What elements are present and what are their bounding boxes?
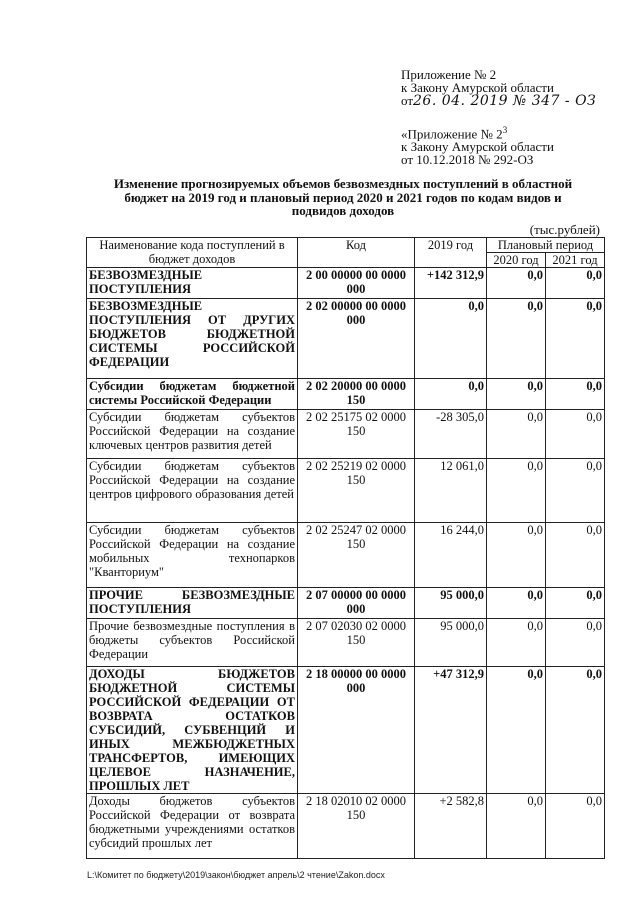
table-row: [87, 299, 605, 379]
row-value-2021: 0,0: [546, 619, 605, 667]
appendix-line-1: Приложение № 2: [401, 67, 497, 82]
table-row: [87, 459, 605, 523]
row-value-2019: 0,0: [415, 299, 487, 379]
appendix-line-3: [401, 94, 631, 108]
row-value-2020: 0,0: [487, 667, 546, 794]
row-code: 2 02 00000 00 0000 000: [298, 299, 415, 379]
row-code: 2 02 25175 02 0000 150: [298, 410, 415, 459]
table-row: [87, 268, 605, 299]
row-value-2020: 0,0: [487, 459, 546, 523]
row-value-2021: 0,0: [546, 794, 605, 859]
row-value-2020: 0,0: [487, 619, 546, 667]
table-body: [87, 268, 605, 859]
row-value-2020: 0,0: [487, 410, 546, 459]
header-name: Наименование кода поступлений в бюджет доходов: [87, 238, 298, 268]
file-path-footer: L:\Комитет по бюджету\2019\закон\бюджет апрель\2 чтение\Zakon.docx: [87, 870, 385, 880]
row-value-2020: 0,0: [487, 268, 546, 299]
row-value-2019: 12 061,0: [415, 459, 487, 523]
row-value-2021: 0,0: [546, 410, 605, 459]
table-row: [87, 667, 605, 794]
row-value-2020: 0,0: [487, 299, 546, 379]
row-name: Субсидии бюджетам субъектов Российской Федерации на создание мобильных технопарков "Кванториум": [87, 523, 298, 588]
row-code: 2 02 25247 02 0000 150: [298, 523, 415, 588]
row-name: БЕЗВОЗМЕЗДНЫЕ ПОСТУПЛЕНИЯ ОТ ДРУГИХ БЮДЖЕТОВ БЮДЖЕТНОЙ СИСТЕМЫ РОССИЙСКОЙ ФЕДЕРАЦИИ: [87, 299, 298, 379]
row-code: 2 02 25219 02 0000 150: [298, 459, 415, 523]
header-code: Код: [298, 238, 415, 268]
row-value-2020: 0,0: [487, 379, 546, 410]
row-name: БЕЗВОЗМЕЗДНЫЕ ПОСТУПЛЕНИЯ: [87, 268, 298, 299]
reference-line-1-text: «Приложение № 2: [401, 126, 503, 142]
row-code: 2 07 00000 00 0000 000: [298, 588, 415, 619]
table-row: [87, 588, 605, 619]
table-row: [87, 523, 605, 588]
row-value-2019: +142 312,9: [415, 268, 487, 299]
row-value-2021: 0,0: [546, 667, 605, 794]
table-row: [87, 619, 605, 667]
reference-line-3: от 10.12.2018 № 292-ОЗ: [401, 152, 534, 168]
row-value-2019: +47 312,9: [415, 667, 487, 794]
table-row: [87, 794, 605, 859]
units-label: (тыс.рублей): [529, 222, 600, 237]
document-title: Изменение прогнозируемых объемов безвозмездных поступлений в областной бюджет на 2019 год и плановый период 2020 и 2021 годов по кодам видов и подвидов доходов: [113, 176, 573, 218]
reference-line-2: к Закону Амурской области: [401, 139, 554, 155]
row-value-2021: 0,0: [546, 299, 605, 379]
row-value-2019: -28 305,0: [415, 410, 487, 459]
appendix-block: [401, 68, 631, 166]
appendix-line-2: к Закону Амурской области: [401, 80, 554, 95]
header-planned-period: Плановый период: [487, 238, 605, 253]
row-name: Прочие безвозмездные поступления в бюджеты субъектов Российской Федерации: [87, 619, 298, 667]
reference-superscript: 3: [502, 125, 508, 135]
row-value-2019: 0,0: [415, 379, 487, 410]
row-code: 2 18 02010 02 0000 150: [298, 794, 415, 859]
row-value-2021: 0,0: [546, 523, 605, 588]
row-value-2021: 0,0: [546, 268, 605, 299]
row-code: 2 02 20000 00 0000 150: [298, 379, 415, 410]
row-name: Доходы бюджетов субъектов Российской Федерации от возврата бюджетными учреждениями остатков субсидий прошлых лет: [87, 794, 298, 859]
row-value-2021: 0,0: [546, 459, 605, 523]
row-name: ДОХОДЫ БЮДЖЕТОВ БЮДЖЕТНОЙ СИСТЕМЫ РОССИЙСКОЙ ФЕДЕРАЦИИ ОТ ВОЗВРАТА ОСТАТКОВ СУБСИДИЙ, СУБВЕНЦИЙ И ИНЫХ МЕЖБЮДЖЕТНЫХ ТРАНСФЕРТОВ, ИМЕЮЩИХ ЦЕЛЕВОЕ НАЗНАЧЕНИЕ, ПРОШЛЫХ ЛЕТ: [87, 667, 298, 794]
row-value-2019: +2 582,8: [415, 794, 487, 859]
row-value-2019: 95 000,0: [415, 619, 487, 667]
appendix-date-prefix: от: [401, 93, 414, 108]
row-value-2020: 0,0: [487, 523, 546, 588]
header-2020: 2020 год: [487, 253, 546, 268]
row-value-2021: 0,0: [546, 379, 605, 410]
row-name: Субсидии бюджетам субъектов Российской Федерации на создание ключевых центров развития детей: [87, 410, 298, 459]
reference-line-1: [401, 124, 631, 140]
row-name: ПРОЧИЕ БЕЗВОЗМЕЗДНЫЕ ПОСТУПЛЕНИЯ: [87, 588, 298, 619]
row-name: Субсидии бюджетам бюджетной системы Российской Федерации: [87, 379, 298, 410]
revenue-table: [86, 237, 605, 859]
row-value-2021: 0,0: [546, 588, 605, 619]
row-name: Субсидии бюджетам субъектов Российской Федерации на создание центров цифрового образования детей: [87, 459, 298, 523]
row-value-2020: 0,0: [487, 588, 546, 619]
row-code: 2 07 02030 02 0000 150: [298, 619, 415, 667]
header-2019: 2019 год: [415, 238, 487, 268]
row-code: 2 18 00000 00 0000 000: [298, 667, 415, 794]
row-value-2020: 0,0: [487, 794, 546, 859]
row-code: 2 00 00000 00 0000 000: [298, 268, 415, 299]
header-2021: 2021 год: [546, 253, 605, 268]
row-value-2019: 95 000,0: [415, 588, 487, 619]
table-row: [87, 379, 605, 410]
row-value-2019: 16 244,0: [415, 523, 487, 588]
handwritten-date-number: 26. 04. 2019 № 347 - ОЗ: [413, 93, 597, 109]
table-row: [87, 410, 605, 459]
